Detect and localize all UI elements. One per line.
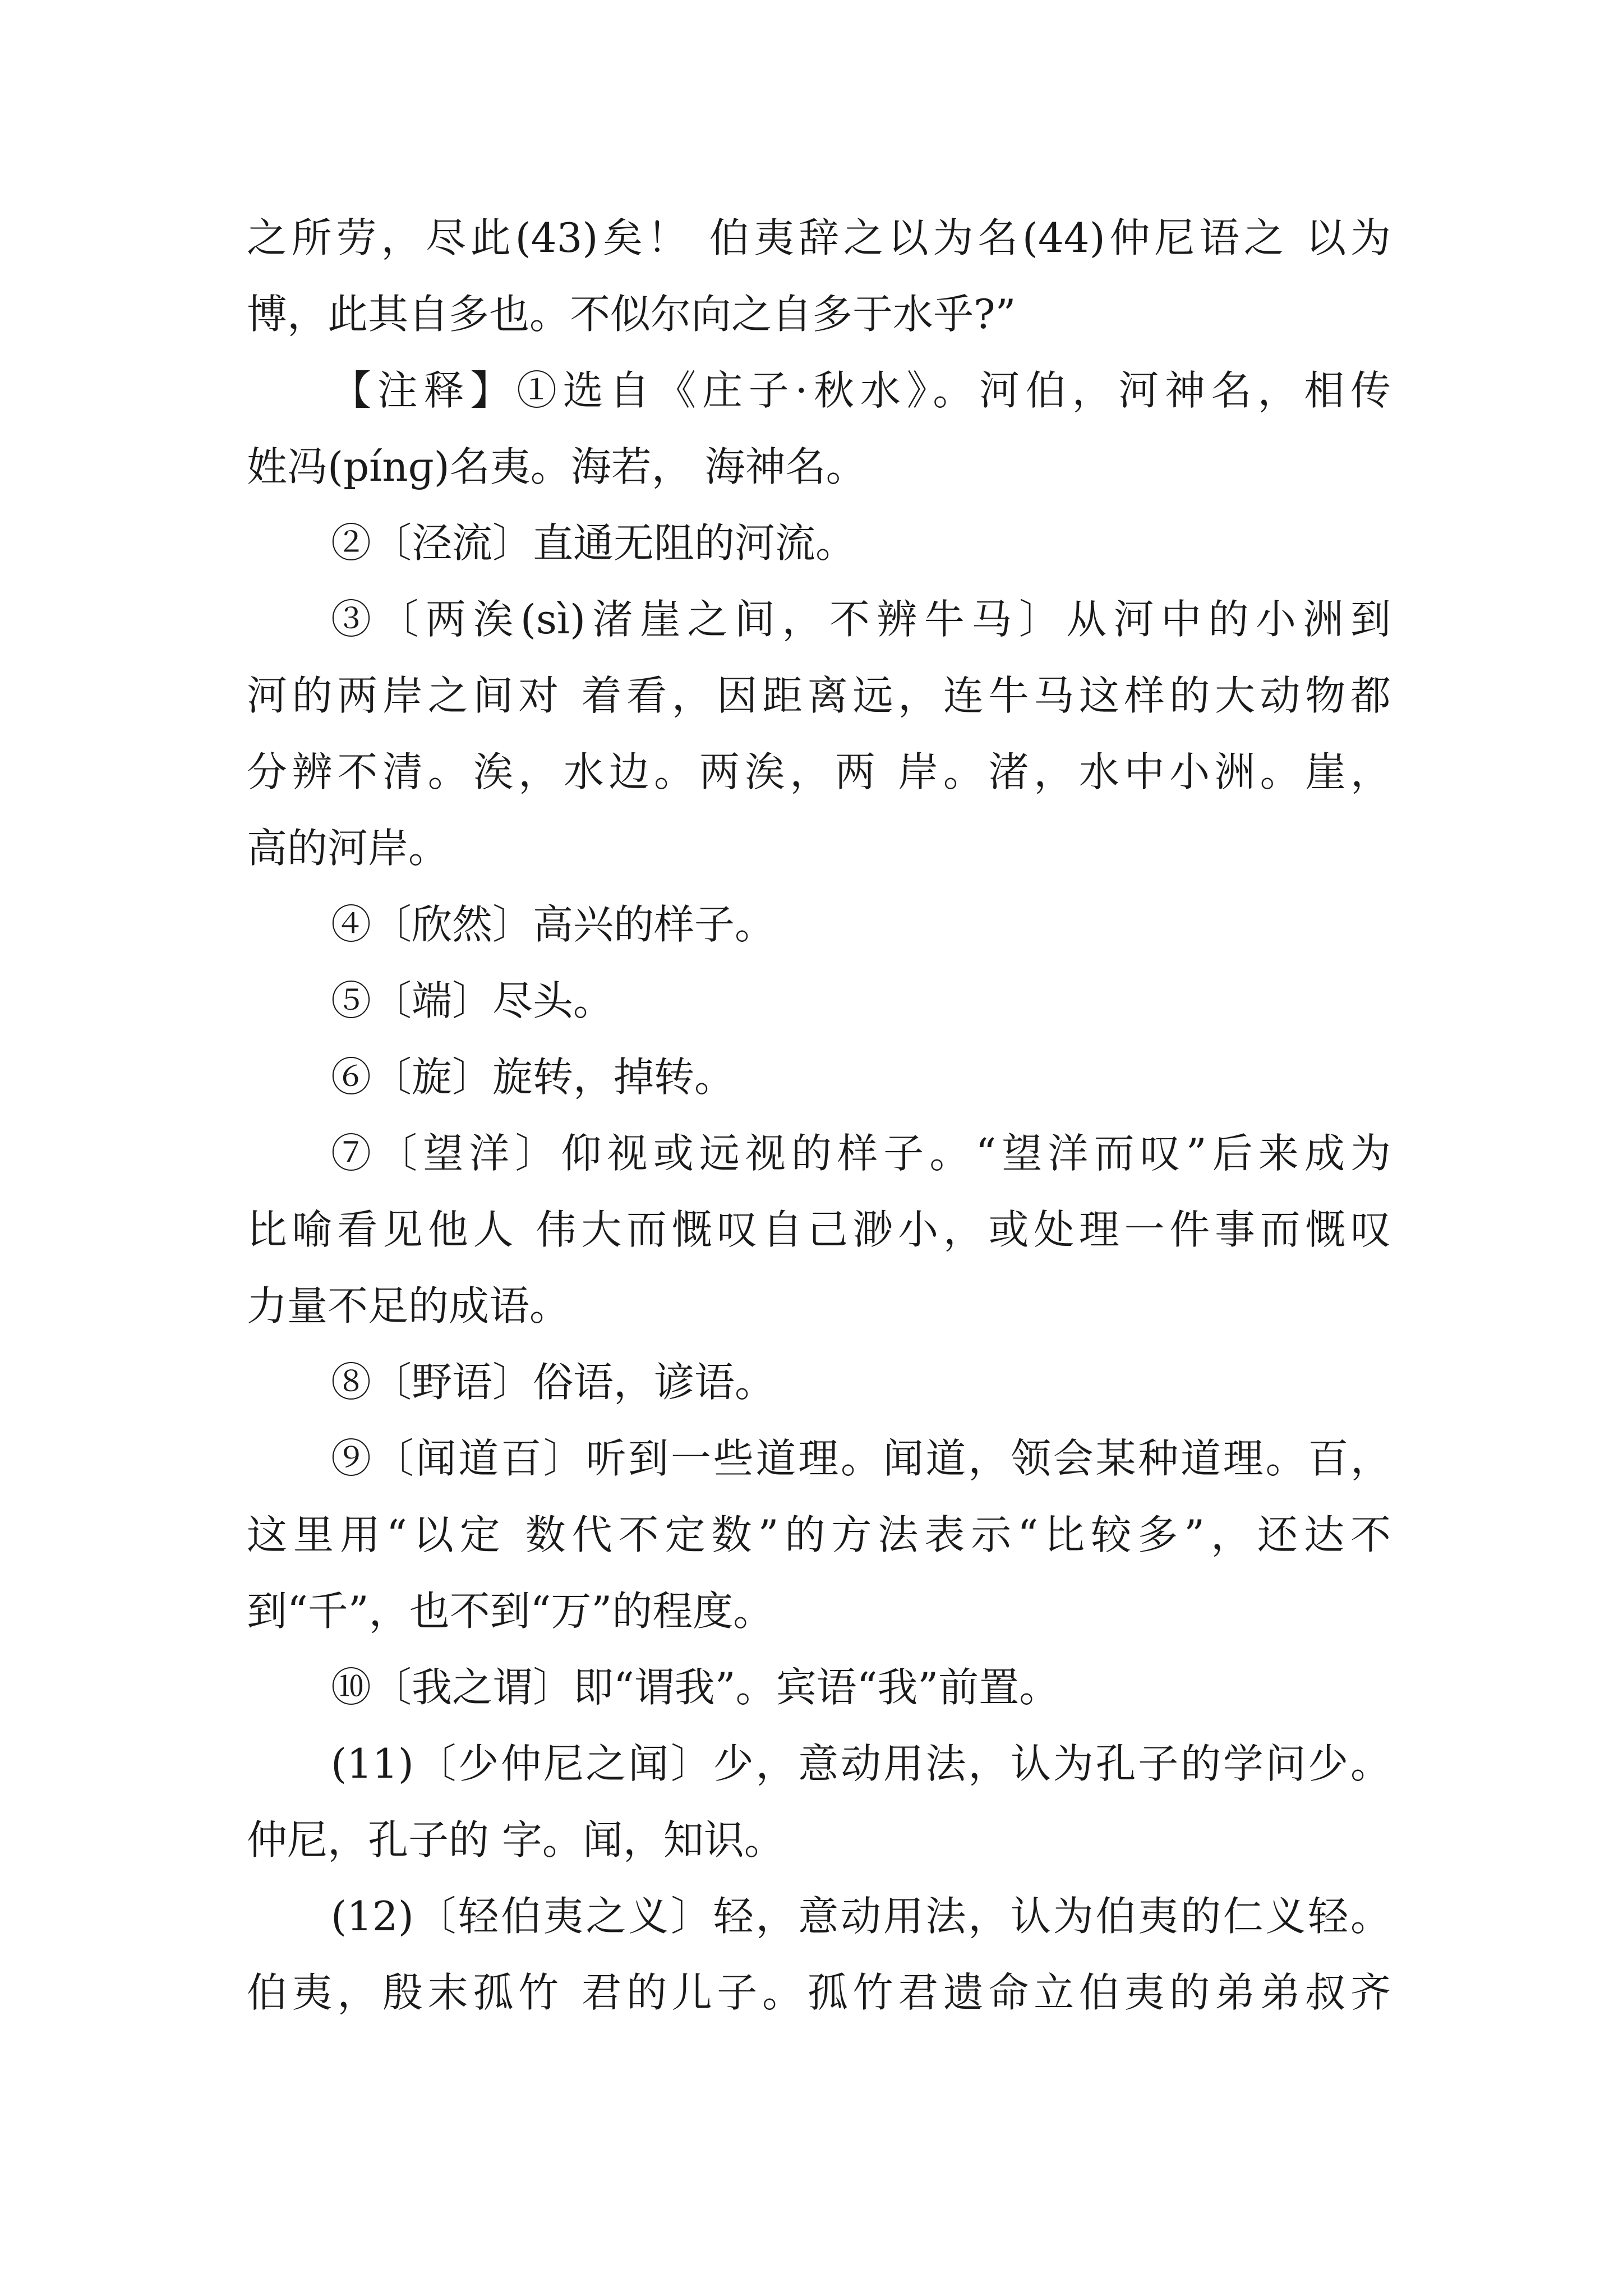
text-line: 姓冯(pínɡ)名夷。海若， 海神名。 (247, 443, 866, 490)
paragraph-body-end (247, 200, 1391, 352)
text-line: (11)〔少仲尼之闻〕少，意动用法，认为孔子的学问少。 (331, 1740, 1391, 1787)
text-line: 河的两岸之间对 着看，因距离远，连牛马这样的大动物都 (247, 672, 1391, 719)
annotation-note-2 (247, 505, 1391, 581)
text-line: ⑧〔野语〕俗语，谚语。 (331, 1359, 776, 1406)
text-line: 【注释】①选自《庄子·秋水》。河伯，河神名，相传 (331, 367, 1391, 414)
text-line: 博，此其自多也。不似尔向之自多于水乎?” (247, 291, 1016, 338)
annotation-note-7 (247, 1115, 1391, 1344)
annotation-note-11 (247, 1726, 1391, 1878)
text-line: 比喻看见他人 伟大而慨叹自己渺小，或处理一件事而慨叹 (247, 1206, 1391, 1253)
text-line: 仲尼，孔子的 字。闻，知识。 (247, 1816, 785, 1864)
text-line: ⑨〔闻道百〕听到一些道理。闻道，领会某种道理。百， (331, 1435, 1391, 1482)
text-line: ⑦〔望洋〕仰视或远视的样子。“望洋而叹”后来成为 (331, 1130, 1391, 1177)
text-line: 这里用“以定 数代不定数”的方法表示“比较多”，还达不 (247, 1511, 1391, 1558)
text-line: 伯夷，殷末孤竹 君的儿子。孤竹君遗命立伯夷的弟弟叔齐 (247, 1969, 1391, 2016)
text-line: ②〔泾流〕直通无阻的河流。 (331, 519, 856, 567)
text-line: ⑤〔端〕尽头。 (331, 977, 614, 1024)
annotation-note-4 (247, 886, 1391, 963)
annotation-note-12 (247, 1878, 1391, 2031)
text-line: (12)〔轻伯夷之义〕轻，意动用法，认为伯夷的仁义轻。 (331, 1893, 1391, 1940)
annotation-note-3 (247, 581, 1391, 886)
annotation-note-6 (247, 1039, 1391, 1115)
annotation-note-8 (247, 1344, 1391, 1420)
text-line: ⑥〔旋〕旋转，掉转。 (331, 1053, 735, 1101)
text-line: 力量不足的成语。 (247, 1282, 570, 1329)
text-line: ③〔两涘(sì)渚崖之间，不辨牛马〕从河中的小洲到 (331, 596, 1391, 643)
annotation-note-1 (247, 352, 1391, 505)
text-line: 高的河岸。 (247, 825, 449, 872)
text-line: ⑩〔我之谓〕即“谓我”。宾语“我”前置。 (331, 1664, 1060, 1711)
annotation-note-10 (247, 1649, 1391, 1726)
text-line: ④〔欣然〕高兴的样子。 (331, 901, 776, 948)
text-line: 分辨不清。涘，水边。两涘，两 岸。渚，水中小洲。崖， (247, 748, 1391, 795)
text-line: 之所劳，尽此(43)矣！ 伯夷辞之以为名(44)仲尼语之 以为 (247, 214, 1391, 261)
text-body (247, 200, 1391, 2031)
annotation-note-9 (247, 1420, 1391, 1649)
annotation-note-5 (247, 963, 1391, 1039)
text-line: 到“千”，也不到“万”的程度。 (247, 1588, 774, 1635)
